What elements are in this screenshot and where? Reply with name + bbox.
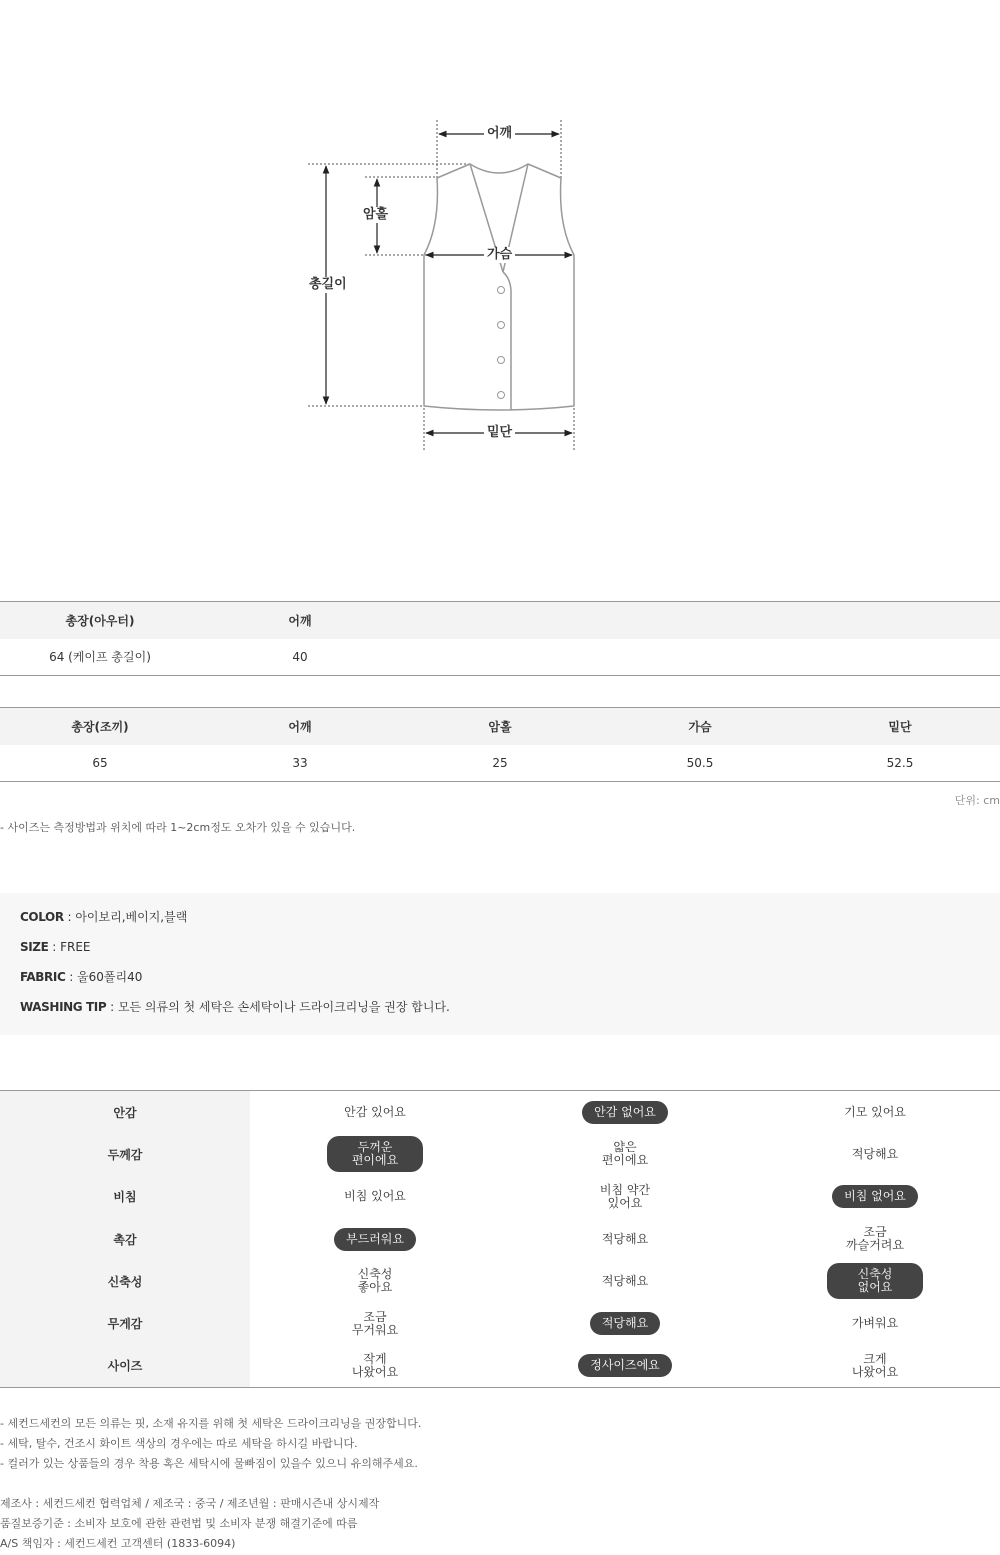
info-value: : FREE [48, 940, 91, 954]
feel-option: 안감 있어요 [344, 1104, 406, 1119]
info-key: WASHING TIP [20, 1000, 107, 1014]
feel-cell [750, 1302, 1000, 1344]
feel-option: 적당해요 [601, 1273, 649, 1288]
feel-row-label: 두께감 [0, 1133, 250, 1175]
feel-cell [750, 1176, 1000, 1218]
feel-row [0, 1133, 1000, 1175]
care-note: - 컬러가 있는 상품들의 경우 착용 혹은 세탁시에 물빠짐이 있을수 있으니 유의해주세요. [0, 1457, 418, 1470]
feel-row-label: 안감 [0, 1091, 250, 1133]
vest-value-length: 65 [0, 745, 200, 782]
vest-header-hem: 밑단 [800, 708, 1000, 745]
maker-line: 품질보증기준 : 소비자 보호에 관한 관련법 및 소비자 분쟁 해결기준에 따름 [0, 1517, 358, 1530]
vest-value-shoulder: 33 [200, 745, 400, 782]
label-hem: 밑단 [484, 425, 515, 441]
info-row-fabric [20, 969, 980, 999]
feel-option: 비침 있어요 [344, 1189, 406, 1204]
feel-row-label: 비침 [0, 1176, 250, 1218]
vest-value-hem: 52.5 [800, 745, 1000, 782]
feel-cell [250, 1091, 500, 1133]
outer-header-empty [400, 602, 1000, 639]
feel-option: 신축성 좋아요 [357, 1267, 393, 1295]
feel-option: 기모 있어요 [844, 1104, 906, 1119]
feel-cell [500, 1218, 750, 1260]
feel-option-selected: 정사이즈에요 [578, 1354, 672, 1377]
info-value: : 모든 의류의 첫 세탁은 손세탁이나 드라이크리닝을 권장 합니다. [106, 1000, 450, 1014]
outer-value-shoulder: 40 [200, 639, 400, 676]
feel-row [0, 1302, 1000, 1344]
table-header-row [0, 602, 1000, 639]
feel-cell [500, 1302, 750, 1344]
feel-row-label: 신축성 [0, 1260, 250, 1302]
vest-illustration [0, 0, 1000, 480]
care-note: - 세탁, 탈수, 건조시 화이트 색상의 경우에는 따로 세탁을 하시길 바랍니다. [0, 1437, 358, 1450]
info-row-color [20, 909, 980, 939]
feel-cell [500, 1345, 750, 1387]
feel-cell [500, 1091, 750, 1133]
size-diagram [0, 0, 1000, 480]
feel-cell [750, 1260, 1000, 1302]
outer-size-table [0, 601, 1000, 676]
feel-option-selected: 안감 없어요 [582, 1101, 668, 1124]
feel-option: 적당해요 [601, 1231, 649, 1246]
feel-cell [250, 1345, 500, 1387]
feel-option: 조금 까슬거려요 [846, 1225, 904, 1253]
feel-cell [250, 1176, 500, 1218]
feel-cell [250, 1260, 500, 1302]
feel-row [0, 1345, 1000, 1387]
info-value: : 아이보리,베이지,블랙 [63, 910, 188, 924]
feel-option-selected: 두꺼운 편이에요 [327, 1136, 423, 1172]
info-value: : 울60폴리40 [65, 970, 143, 984]
feel-row-label: 사이즈 [0, 1345, 250, 1387]
care-notes [0, 1414, 421, 1474]
vest-header-chest: 가슴 [600, 708, 800, 745]
table-row [0, 639, 1000, 676]
feel-option: 적당해요 [851, 1146, 899, 1161]
info-key: COLOR [20, 910, 64, 924]
product-info-box [0, 893, 1000, 1035]
label-shoulder: 어깨 [484, 126, 515, 142]
info-row-size [20, 939, 980, 969]
outer-header-length: 총장(아우터) [0, 602, 200, 639]
fabric-feel-table [0, 1090, 1000, 1388]
feel-row [0, 1176, 1000, 1218]
outer-value-empty [400, 639, 1000, 676]
feel-cell [250, 1133, 500, 1175]
vest-header-shoulder: 어깨 [200, 708, 400, 745]
info-row-washing [20, 999, 980, 1029]
feel-option: 작게 나왔어요 [351, 1351, 399, 1379]
feel-option: 비침 약간 있어요 [599, 1182, 651, 1210]
feel-cell [500, 1176, 750, 1218]
table-header-row [0, 708, 1000, 745]
feel-cell [250, 1302, 500, 1344]
outer-header-shoulder: 어깨 [200, 602, 400, 639]
info-key: SIZE [20, 940, 49, 954]
vest-value-armhole: 25 [400, 745, 600, 782]
feel-row [0, 1218, 1000, 1260]
feel-cell [500, 1260, 750, 1302]
feel-cell [750, 1133, 1000, 1175]
vest-header-armhole: 암홀 [400, 708, 600, 745]
feel-option: 크게 나왔어요 [851, 1351, 899, 1379]
maker-line: 제조사 : 세컨드세컨 협력업체 / 제조국 : 중국 / 제조년월 : 판매시즌내 상시제작 [0, 1497, 380, 1510]
feel-row [0, 1091, 1000, 1133]
vest-value-chest: 50.5 [600, 745, 800, 782]
info-key: FABRIC [20, 970, 66, 984]
maker-line: A/S 책임자 : 세컨드세컨 고객센터 (1833-6094) [0, 1537, 236, 1550]
feel-option-selected: 신축성 없어요 [827, 1263, 923, 1299]
vest-header-length: 총장(조끼) [0, 708, 200, 745]
feel-option-selected: 비침 없어요 [832, 1185, 918, 1208]
label-chest: 가슴 [484, 247, 515, 263]
feel-option: 가벼워요 [851, 1316, 899, 1331]
care-note: - 세컨드세컨의 모든 의류는 핏, 소재 유지를 위해 첫 세탁은 드라이크리닝을 권장합니다. [0, 1417, 422, 1430]
unit-label: 단위: cm [954, 794, 1000, 807]
feel-cell [750, 1091, 1000, 1133]
feel-option-selected: 적당해요 [590, 1312, 660, 1335]
feel-option: 얇은 편이에요 [601, 1140, 649, 1168]
feel-cell [250, 1218, 500, 1260]
maker-info [0, 1494, 379, 1554]
table-row [0, 745, 1000, 782]
feel-row [0, 1260, 1000, 1302]
label-total-length: 총길이 [306, 277, 350, 293]
label-armhole: 암홀 [360, 207, 391, 223]
feel-cell [750, 1218, 1000, 1260]
feel-option: 조금 무거워요 [351, 1309, 399, 1337]
feel-row-label: 촉감 [0, 1218, 250, 1260]
size-note: - 사이즈는 측정방법과 위치에 따라 1~2cm정도 오차가 있을 수 있습니다. [0, 821, 356, 834]
outer-value-length: 64 (케이프 총길이) [0, 639, 200, 676]
feel-option-selected: 부드러워요 [334, 1228, 416, 1251]
feel-cell [750, 1345, 1000, 1387]
vest-size-table [0, 707, 1000, 782]
feel-row-label: 무게감 [0, 1302, 250, 1344]
feel-cell [500, 1133, 750, 1175]
